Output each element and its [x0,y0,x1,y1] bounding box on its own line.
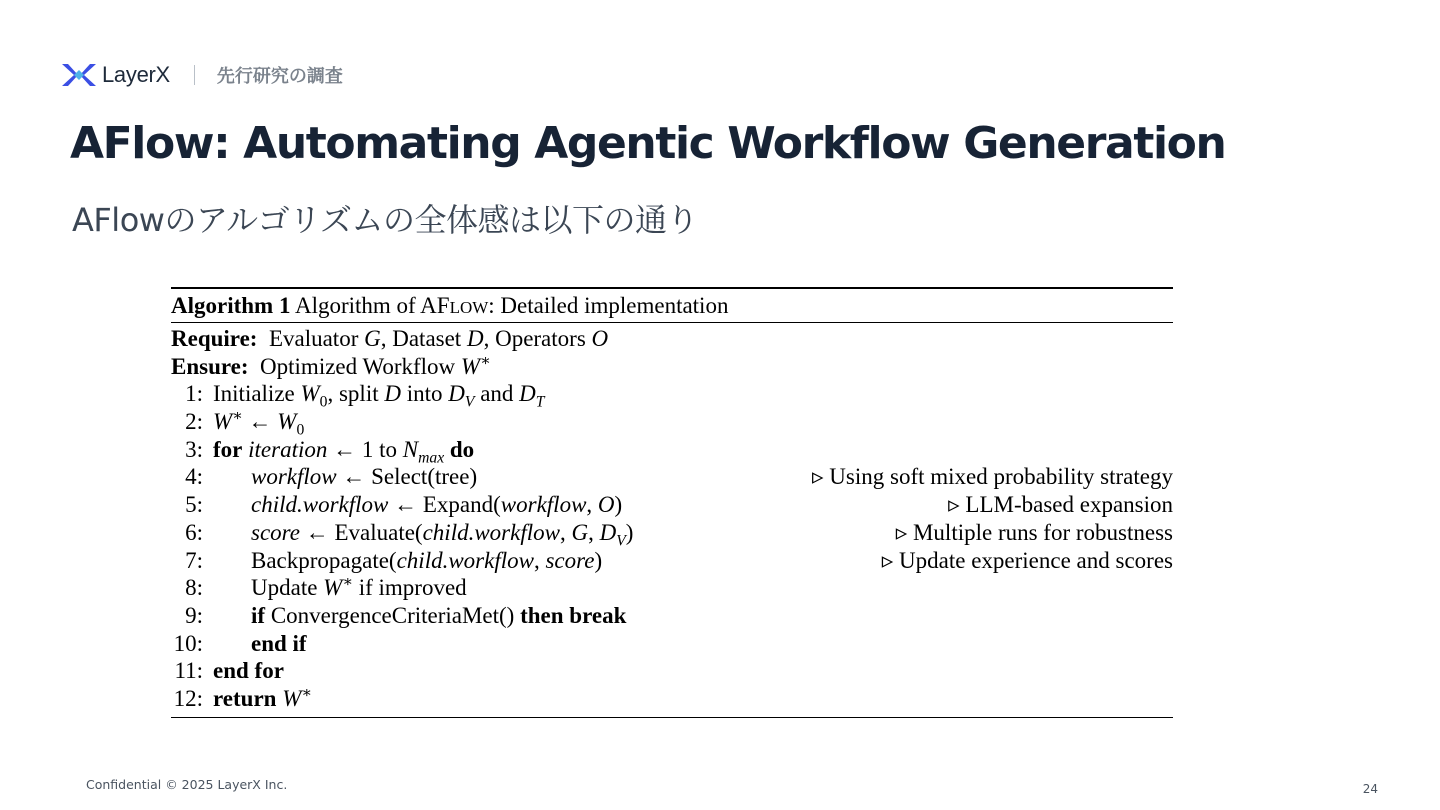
line-text: ← Select(tree) [336,464,478,490]
line-text: Backpropagate( [251,547,397,573]
line-text: , [586,492,598,518]
algorithm-body [171,323,1173,717]
algorithm-box [171,287,1173,718]
algorithm-label: Algorithm 1 [171,293,291,318]
assign-arrow: ← [242,409,278,435]
confidential-notice: Confidential © 2025 LayerX Inc. [86,777,288,792]
math-sub: 0 [319,393,328,411]
math-W: W [300,381,320,407]
slide-title: AFlow: Automating Agentic Workflow Generation [70,118,1226,169]
line-number: 12: [173,685,203,711]
algorithm-line-8 [171,574,1173,602]
require-text: Evaluator [268,326,365,351]
math-star: ∗ [342,573,353,591]
keyword-end-if: end if [251,630,307,656]
math-iteration: iteration [248,436,328,462]
math-score: score [251,519,300,545]
line-number: 1: [185,381,203,407]
ensure-line [171,353,1173,381]
algorithm-line-9 [171,602,1173,630]
line-text: ) [614,492,623,518]
line-text: ← Evaluate( [299,519,423,545]
line-text: into [400,381,449,407]
math-sub: V [464,393,475,411]
math-sub: 0 [296,421,305,439]
line-text: , [588,519,600,545]
math-sub: V [616,532,626,550]
math-score: score [545,547,595,573]
ensure-text: Optimized Workflow [260,353,461,379]
math-N: N [402,436,419,462]
algorithm-line-3 [171,436,1173,467]
math-star: ∗ [301,684,312,702]
keyword-if: if [251,602,266,628]
math-child-workflow: child.workflow [396,547,534,573]
keyword-for: for [213,436,243,462]
math-W: W [277,409,297,435]
math-D: D [466,326,484,351]
math-D: D [519,381,536,407]
math-W: W [323,575,343,601]
math-operators: O [597,492,615,518]
line-text: Initialize [213,381,301,407]
line-comment: ▹ Update experience and scores [881,547,1173,573]
line-comment: ▹ LLM-based expansion [948,492,1173,518]
line-number: 6: [185,519,203,545]
algorithm-caption-pre: Algorithm of AF [294,293,450,318]
math-W: W [460,353,481,379]
keyword-then-break: then break [520,602,627,628]
page-number: 24 [1362,782,1378,796]
algorithm-caption-post: : Detailed implementation [488,293,729,318]
algorithm-line-1 [171,380,1173,411]
math-workflow: workflow [251,464,337,490]
algorithm-line-11 [171,657,1173,685]
algorithm-line-5 [171,491,1173,519]
algorithm-bottom-rule [171,717,1173,718]
logo-text: LayerX [102,62,170,87]
math-D: D [599,519,617,545]
math-G: G [364,326,381,351]
algorithm-line-10 [171,630,1173,658]
ensure-label: Ensure: [171,353,249,379]
algorithm-line-6 [171,519,1173,550]
keyword-end-for: end for [213,658,284,684]
math-W: W [213,409,233,435]
line-text: ← 1 to [327,436,403,462]
keyword-do: do [449,436,475,462]
algorithm-line-4 [171,463,1173,491]
math-operators: O [591,326,609,351]
line-number: 2: [185,409,203,435]
line-number: 3: [185,436,203,462]
line-text: ConvergenceCriteriaMet() [265,602,521,628]
math-sub: max [418,449,445,467]
line-number: 7: [185,547,203,573]
keyword-return: return [213,685,277,711]
math-star: ∗ [480,352,491,370]
layerx-logo-icon [62,60,96,90]
require-text: , Operators [483,326,592,351]
math-child-workflow: child.workflow [251,492,389,518]
line-number: 11: [174,658,203,684]
math-D: D [384,381,401,407]
math-sub: T [535,393,545,411]
math-star: ∗ [232,407,243,425]
line-number: 8: [185,575,203,601]
math-child-workflow: child.workflow [422,519,560,545]
line-number: 9: [185,602,203,628]
algorithm-line-2 [171,407,1173,439]
math-W: W [282,685,302,711]
line-text: Update [251,575,324,601]
line-number: 4: [185,464,203,490]
math-workflow: workflow [500,492,587,518]
require-line [171,325,1173,353]
algorithm-caption [171,289,1173,322]
require-label: Require: [171,326,258,351]
line-text: , [533,547,546,573]
line-text: and [474,381,520,407]
header-divider [194,65,195,85]
slide-subtitle: AFlowのアルゴリズムの全体感は以下の通り [72,201,699,239]
line-text: , [559,519,572,545]
math-D: D [448,381,465,407]
algorithm-line-7 [171,547,1173,575]
require-text: , Dataset [380,326,467,351]
line-text: ← Expand( [388,492,501,518]
line-comment: ▹ Using soft mixed probability strategy [812,464,1173,490]
line-text: ) [625,519,634,545]
line-text: , split [327,381,385,407]
line-number: 10: [173,630,203,656]
algorithm-caption-smallcaps: LOW [449,298,489,317]
line-comment: ▹ Multiple runs for robustness [895,519,1173,545]
line-text: if improved [352,575,467,601]
math-G: G [571,519,589,545]
line-number: 5: [185,492,203,518]
slide-header [62,60,343,90]
algorithm-line-12 [171,685,1173,713]
line-text: ) [594,547,603,573]
section-label: 先行研究の調査 [216,66,343,87]
